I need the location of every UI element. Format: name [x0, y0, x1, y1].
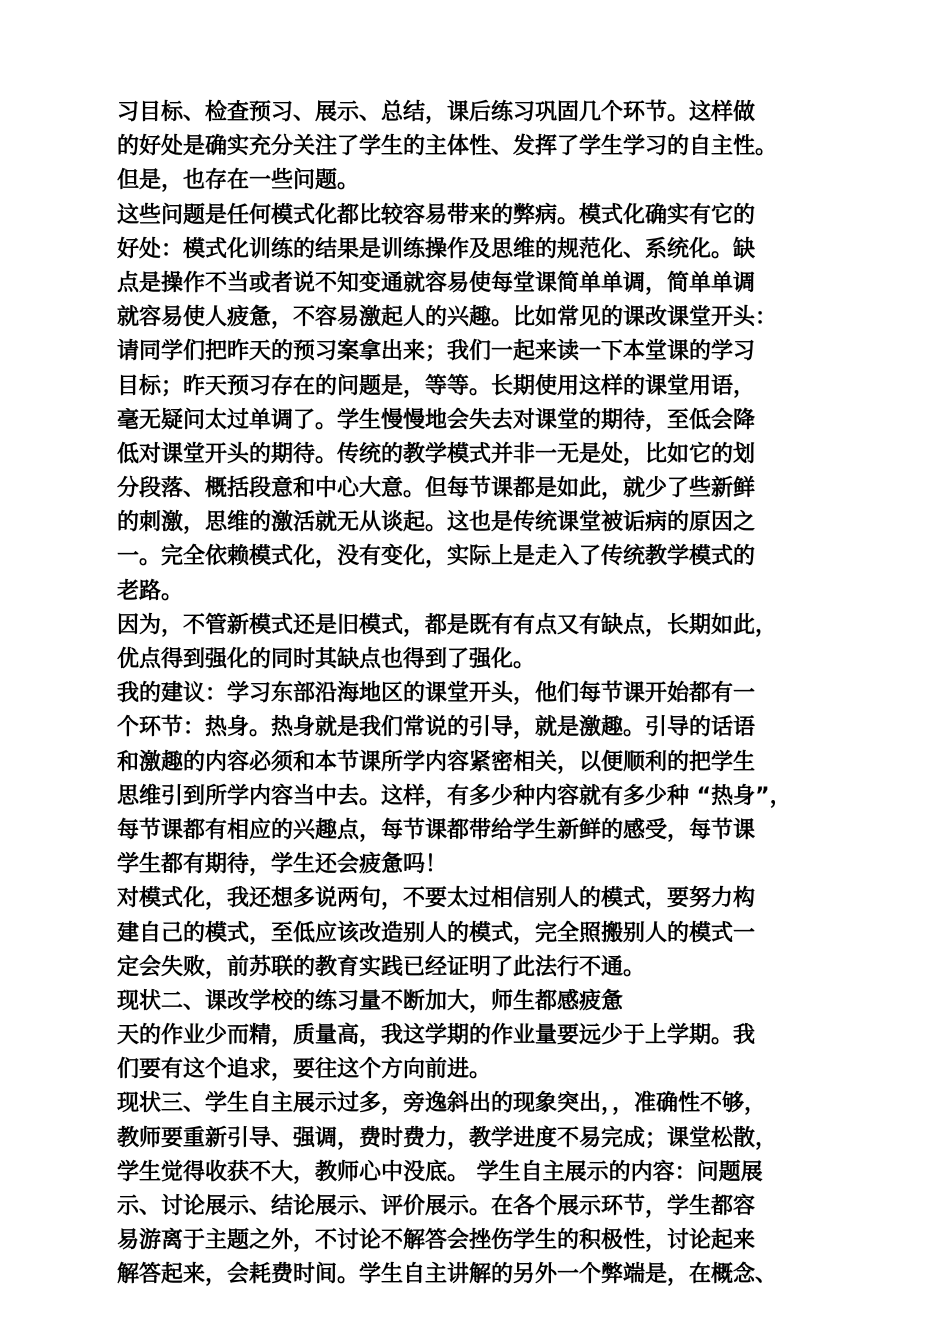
- text-line: 学生觉得收获不大，教师心中没底。 学生自主展示的内容：问题展: [117, 1159, 763, 1185]
- text-line: 们要有这个追求，要往这个方向前进。: [117, 1057, 492, 1083]
- text-line: 解答起来，会耗费时间。学生自主讲解的另外一个弊端是，在概念、: [117, 1262, 778, 1288]
- document-body: [117, 96, 857, 1293]
- text-line: 易游离于主题之外，不讨论不解答会挫伤学生的积极性，讨论起来: [117, 1228, 756, 1254]
- text-line: 我的建议：学习东部沿海地区的课堂开头，他们每节课开始都有一: [117, 681, 756, 707]
- text-line: 请同学们把昨天的预习案拿出来；我们一起来读一下本堂课的学习: [117, 339, 756, 365]
- text-line: 学生都有期待，学生还会疲惫吗！: [117, 852, 448, 878]
- text-line: 好处：模式化训练的结果是训练操作及思维的规范化、系统化。缺: [117, 236, 756, 262]
- text-line: 每节课都有相应的兴趣点，每节课都带给学生新鲜的感受，每节课: [117, 817, 756, 843]
- text-line: 建自己的模式，至低应该改造别人的模式，完全照搬别人的模式一: [117, 920, 756, 946]
- text-line: 因为，不管新模式还是旧模式，都是既有有点又有缺点，长期如此，: [117, 612, 778, 638]
- text-line: 现状三、学生自主展示过多，旁逸斜出的现象突出，，准确性不够，: [117, 1091, 767, 1117]
- text-line: 但是，也存在一些问题。: [117, 168, 360, 194]
- text-line: 一。完全依赖模式化，没有变化，实际上是走入了传统教学模式的: [117, 544, 756, 570]
- text-line: 的好处是确实充分关注了学生的主体性、发挥了学生学习的自主性。: [117, 134, 778, 160]
- text-line: 点是操作不当或者说不知变通就容易使每堂课简单单调，简单单调: [117, 270, 756, 296]
- text-line: 习目标、检查预习、展示、总结，课后练习巩固几个环节。这样做: [117, 100, 756, 125]
- text-line: 天的作业少而精，质量高，我这学期的作业量要远少于上学期。我: [117, 1023, 756, 1049]
- text-line: 优点得到强化的同时其缺点也得到了强化。: [117, 647, 536, 672]
- text-line: 思维引到所学内容当中去。这样，有多少种内容就有多少种 “热身”，: [117, 783, 792, 809]
- text-line: 定会失败，前苏联的教育实践已经证明了此法行不通。: [117, 954, 646, 980]
- text-line: 毫无疑问太过单调了。学生慢慢地会失去对课堂的期待，至低会降: [117, 407, 756, 433]
- text-line: 个环节：热身。热身就是我们常说的引导，就是激趣。引导的话语: [117, 715, 756, 741]
- text-line: 老路。: [117, 578, 184, 604]
- text-line: 示、讨论展示、结论展示、评价展示。在各个展示环节，学生都容: [117, 1194, 756, 1219]
- text-line: 低对课堂开头的期待。传统的教学模式并非一无是处，比如它的划: [117, 441, 756, 467]
- text-line: 对模式化，我还想多说两句，不要太过相信别人的模式，要努力构: [117, 886, 756, 912]
- text-line: 就容易使人疲惫，不容易激起人的兴趣。比如常见的课改课堂开头：: [117, 305, 778, 331]
- text-line: 和激趣的内容必须和本节课所学内容紧密相关，以便顺利的把学生: [117, 749, 756, 775]
- text-line: 现状二、课改学校的练习量不断加大，师生都感疲惫: [117, 988, 624, 1014]
- text-line: 这些问题是任何模式化都比较容易带来的弊病。模式化确实有它的: [117, 202, 756, 228]
- text-line: 目标；昨天预习存在的问题是，等等。长期使用这样的课堂用语，: [117, 373, 756, 399]
- text-line: 的刺激，思维的激活就无从谈起。这也是传统课堂被诟病的原因之: [117, 510, 756, 536]
- text-line: 分段落、概括段意和中心大意。但每节课都是如此，就少了些新鲜: [117, 476, 756, 502]
- text-line: 教师要重新引导、强调，费时费力，教学进度不易完成；课堂松散，: [117, 1125, 778, 1151]
